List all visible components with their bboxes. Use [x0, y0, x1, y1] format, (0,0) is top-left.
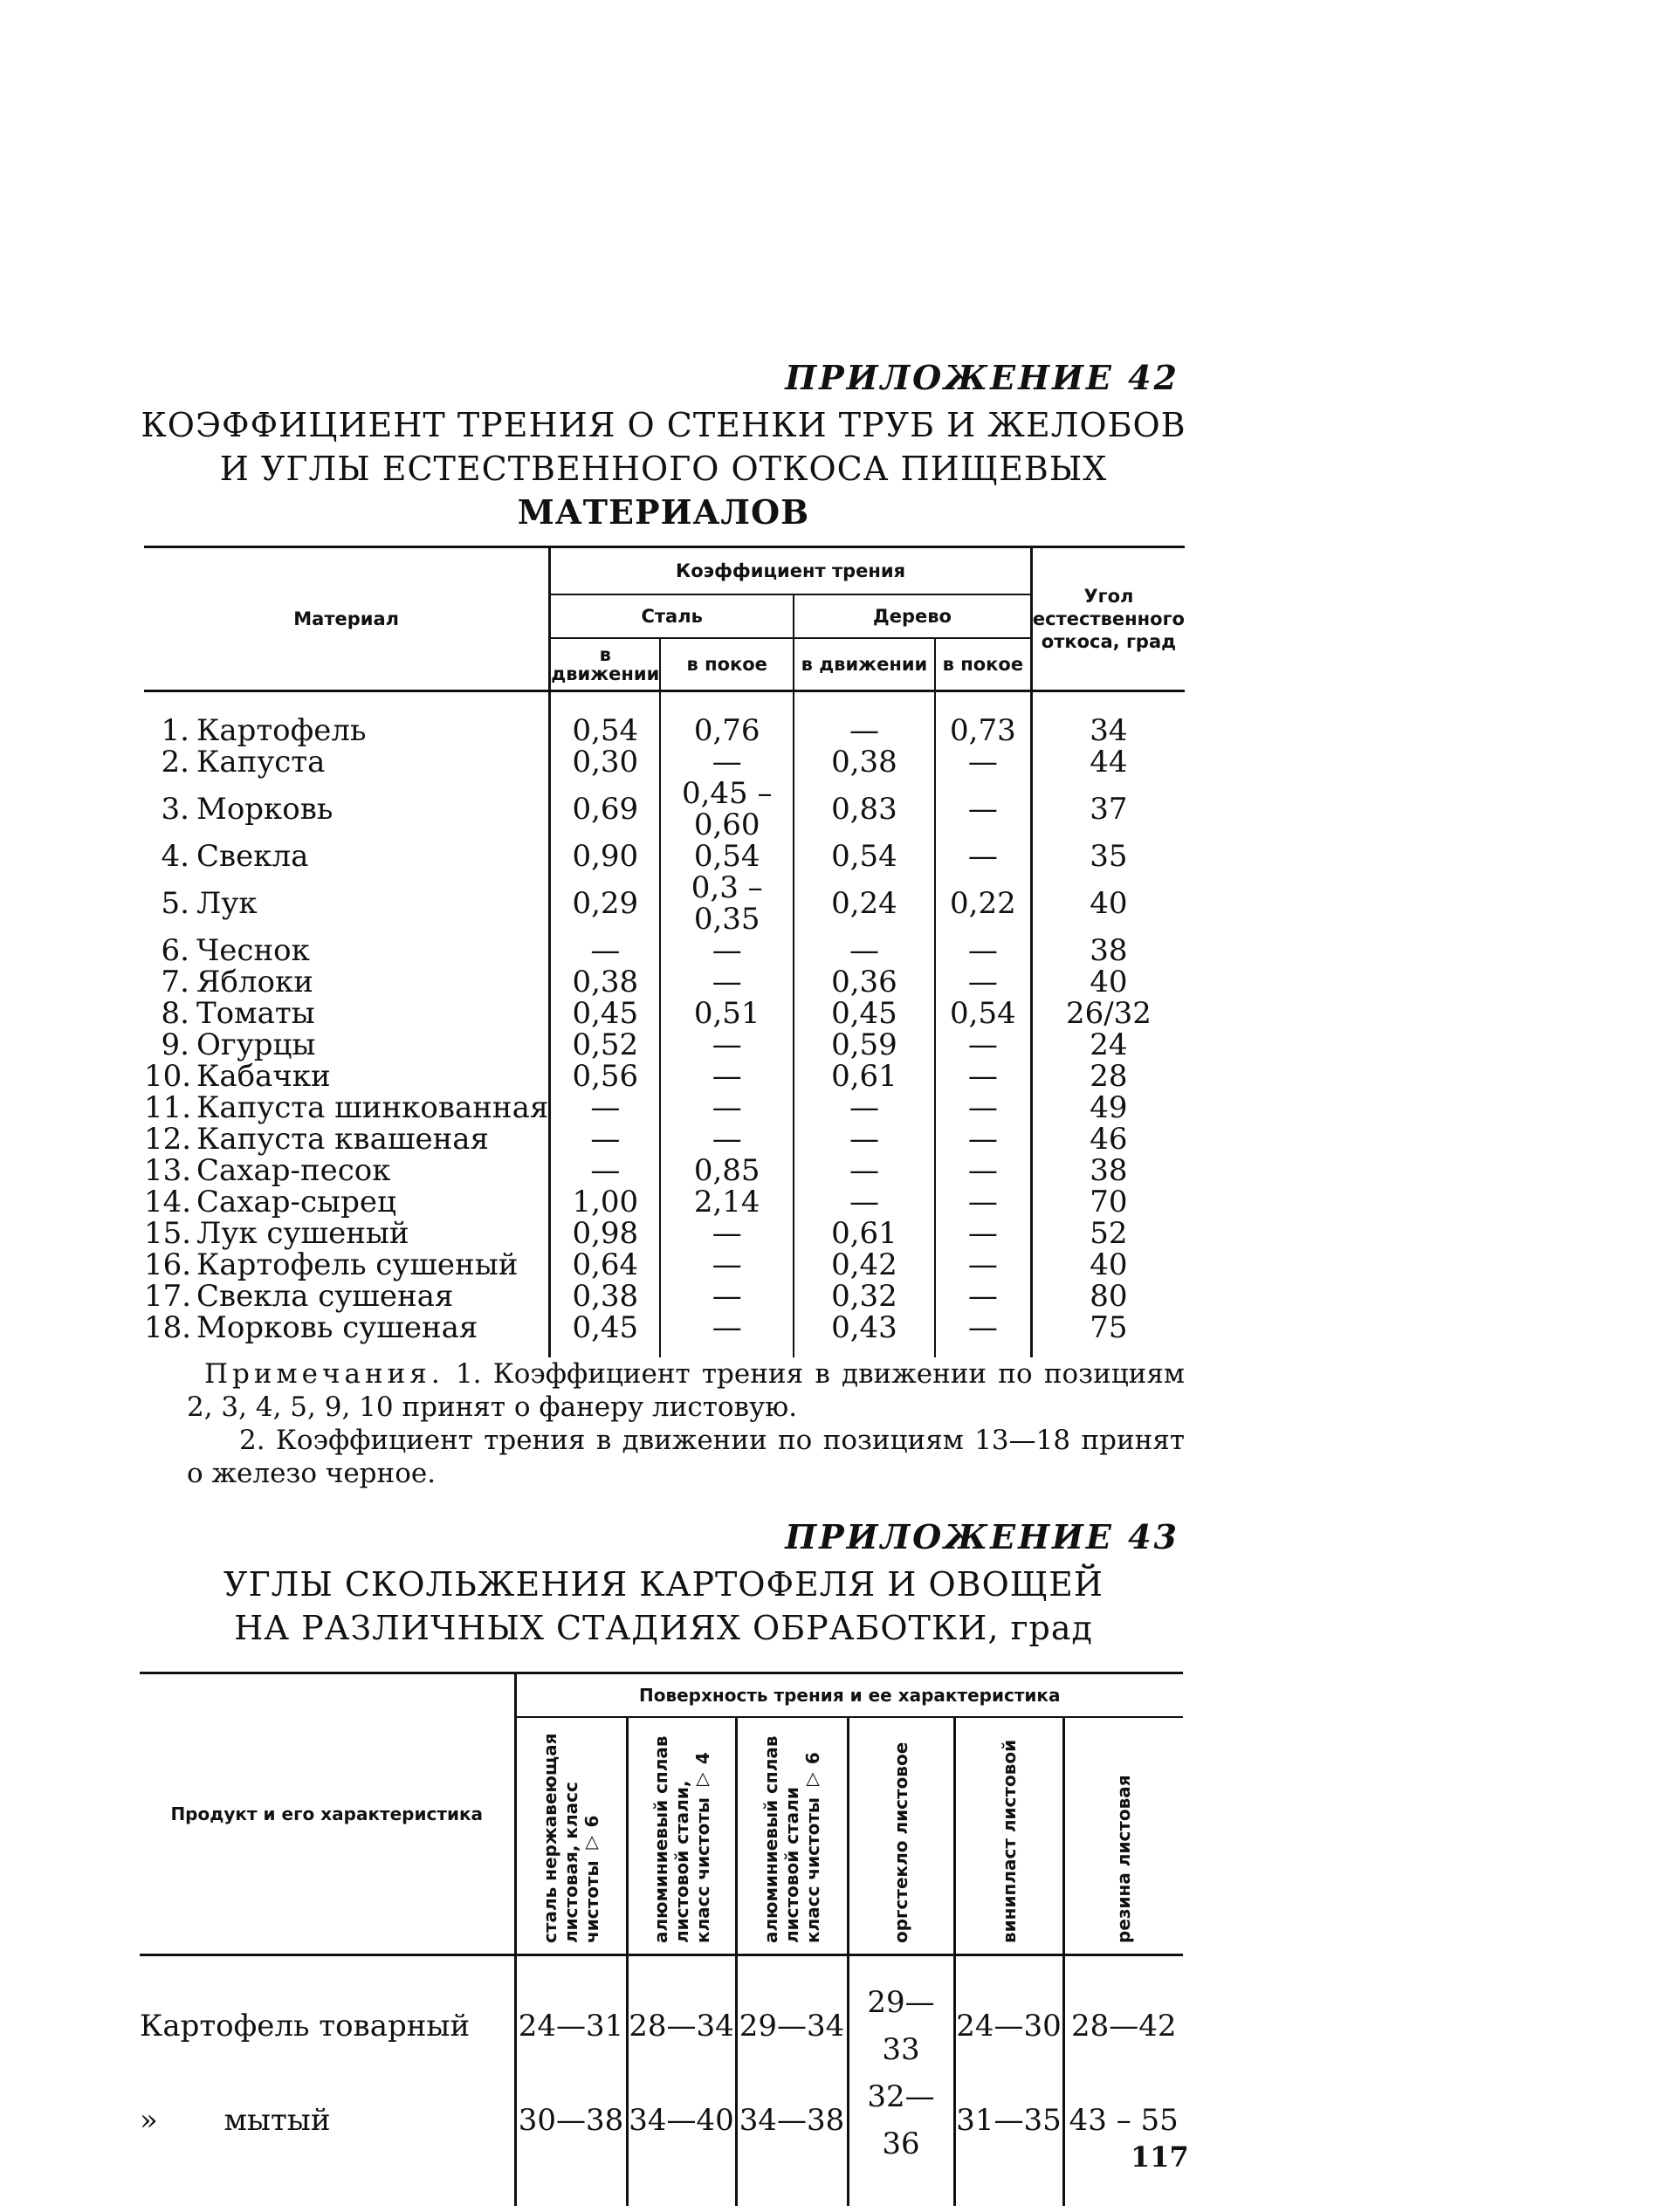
- material-name: [144, 1029, 550, 1061]
- cell-steel-moving: 1,00: [550, 1186, 661, 1218]
- cell-angle: 44: [1031, 746, 1185, 778]
- table-row: [140, 1955, 1183, 2074]
- friction-table: [144, 546, 1185, 1357]
- row-number: 6.: [161, 933, 189, 968]
- material-label: Томаты: [196, 996, 315, 1031]
- cell-angle: 40: [1031, 1249, 1185, 1281]
- cell-wood-rest: —: [935, 746, 1032, 778]
- angle-cell: 43 – 55: [1063, 2073, 1183, 2206]
- cell-steel-rest: —: [660, 935, 794, 966]
- surface-column-header: [515, 1717, 627, 1955]
- material-name: [144, 841, 550, 872]
- material-label: Кабачки: [196, 1059, 331, 1094]
- angle-cell: 24—30: [954, 1955, 1063, 2074]
- material-label: Чеснок: [196, 933, 310, 968]
- cell-wood-rest: —: [935, 966, 1032, 998]
- row-number: 1.: [161, 713, 189, 748]
- cell-wood-rest: —: [935, 1218, 1032, 1249]
- title-line: НА РАЗЛИЧНЫХ СТАДИЯХ ОБРАБОТКИ, град: [234, 1609, 1093, 1647]
- table-row: [144, 1186, 1185, 1218]
- cell-angle: 40: [1031, 966, 1185, 998]
- cell-steel-rest: 0,85: [660, 1155, 794, 1186]
- cell-wood-rest: —: [935, 1312, 1032, 1357]
- material-name: [144, 1281, 550, 1312]
- cell-wood-rest: —: [935, 841, 1032, 872]
- row-number: 5.: [161, 886, 189, 921]
- table-row: [144, 1029, 1185, 1061]
- note-1: 1. Коэффициент трения в движении по позициям 2, 3, 4, 5, 9, 10 принят о фанеру листовую.: [187, 1358, 1185, 1423]
- angle-cell: 34—40: [627, 2073, 736, 2206]
- cell-angle: 70: [1031, 1186, 1185, 1218]
- surface-column-label: резина листовая: [1113, 1774, 1135, 1943]
- cell-steel-moving: 0,45: [550, 998, 661, 1029]
- cell-steel-moving: 0,29: [550, 872, 661, 935]
- product-name: » мытый: [140, 2103, 331, 2138]
- table-row: [144, 691, 1185, 747]
- cell-wood-moving: 0,24: [794, 872, 935, 935]
- cell-steel-rest: 2,14: [660, 1186, 794, 1218]
- cell-angle: 26/32: [1031, 998, 1185, 1029]
- title-line: МАТЕРИАЛОВ: [517, 492, 810, 532]
- angle-cell: 29—33: [848, 1955, 954, 2074]
- table-row: [144, 1281, 1185, 1312]
- material-label: Лук: [196, 886, 258, 921]
- row-number: 7.: [161, 965, 189, 1000]
- row-number: 2.: [161, 745, 189, 780]
- title-line: И УГЛЫ ЕСТЕСТВЕННОГО ОТКОСА ПИЩЕВЫХ: [219, 450, 1108, 488]
- material-label: Яблоки: [196, 965, 313, 1000]
- material-name: [144, 935, 550, 966]
- table-row: [144, 1092, 1185, 1123]
- appendix-43-label: ПРИЛОЖЕНИЕ 43: [785, 1517, 1179, 1556]
- appendix-43-title: [140, 1563, 1187, 1650]
- surface-column-label: алюминиевый сплав листовой стали класс чистоты ▽ 6: [760, 1735, 823, 1943]
- title-line: КОЭФФИЦИЕНТ ТРЕНИЯ О СТЕНКИ ТРУБ И ЖЕЛОБОВ: [141, 406, 1186, 444]
- cell-steel-moving: —: [550, 1155, 661, 1186]
- header-wood-rest: в покое: [935, 638, 1032, 691]
- cell-steel-moving: —: [550, 1123, 661, 1155]
- appendix-42-title: [140, 403, 1187, 534]
- cell-wood-rest: —: [935, 935, 1032, 966]
- page-number: 117: [1131, 2140, 1189, 2174]
- cell-wood-moving: 0,36: [794, 966, 935, 998]
- row-number: 9.: [161, 1027, 189, 1062]
- header-material: Материал: [144, 547, 550, 691]
- material-name: [144, 691, 550, 747]
- table-row: [144, 1123, 1185, 1155]
- cell-wood-rest: —: [935, 1281, 1032, 1312]
- cell-steel-moving: 0,30: [550, 746, 661, 778]
- row-number: 11.: [144, 1090, 192, 1125]
- angle-cell: 28—42: [1063, 1955, 1183, 2074]
- cell-steel-rest: 0,3 – 0,35: [660, 872, 794, 935]
- material-label: Свекла: [196, 839, 309, 874]
- table-row: [144, 746, 1185, 778]
- material-label: Картофель сушеный: [196, 1247, 519, 1282]
- cell-steel-rest: —: [660, 746, 794, 778]
- table-row: [144, 1312, 1185, 1357]
- cell-steel-rest: 0,76: [660, 691, 794, 747]
- cell-wood-moving: 0,61: [794, 1061, 935, 1092]
- cell-wood-moving: —: [794, 1092, 935, 1123]
- cell-steel-moving: 0,38: [550, 1281, 661, 1312]
- cell-wood-moving: —: [794, 1123, 935, 1155]
- cell-steel-moving: 0,69: [550, 778, 661, 841]
- cell-steel-moving: 0,64: [550, 1249, 661, 1281]
- cell-steel-moving: 0,56: [550, 1061, 661, 1092]
- cell-steel-moving: —: [550, 935, 661, 966]
- cell-wood-rest: —: [935, 1123, 1032, 1155]
- cell-steel-moving: 0,38: [550, 966, 661, 998]
- cell-wood-rest: —: [935, 1155, 1032, 1186]
- header-steel: Сталь: [550, 594, 794, 638]
- material-name: [144, 872, 550, 935]
- cell-wood-moving: —: [794, 691, 935, 747]
- angle-cell: 28—34: [627, 1955, 736, 2074]
- cell-angle: 46: [1031, 1123, 1185, 1155]
- cell-steel-rest: —: [660, 1092, 794, 1123]
- appendix-42-label: ПРИЛОЖЕНИЕ 42: [785, 358, 1179, 397]
- material-label: Капуста шинкованная: [196, 1090, 549, 1125]
- material-label: Сахар-сырец: [196, 1185, 396, 1219]
- surface-column-header: [954, 1717, 1063, 1955]
- table-row: [144, 778, 1185, 841]
- row-number: 14.: [144, 1185, 192, 1219]
- material-name: [144, 1155, 550, 1186]
- cell-wood-moving: 0,54: [794, 841, 935, 872]
- table-row: [144, 966, 1185, 998]
- cell-angle: 49: [1031, 1092, 1185, 1123]
- material-label: Лук сушеный: [196, 1216, 409, 1251]
- header-product: Продукт и его характеристика: [140, 1673, 515, 1955]
- header-steel-rest: в покое: [660, 638, 794, 691]
- cell-steel-moving: 0,90: [550, 841, 661, 872]
- cell-steel-rest: —: [660, 1123, 794, 1155]
- cell-wood-moving: 0,45: [794, 998, 935, 1029]
- cell-wood-rest: —: [935, 1092, 1032, 1123]
- surface-column-label: оргстекло листовое: [890, 1741, 911, 1943]
- cell-angle: 38: [1031, 1155, 1185, 1186]
- surface-column-header: [736, 1717, 848, 1955]
- cell-angle: 35: [1031, 841, 1185, 872]
- material-name: [144, 1186, 550, 1218]
- material-label: Капуста квашеная: [196, 1122, 489, 1157]
- cell-angle: 52: [1031, 1218, 1185, 1249]
- row-number: 3.: [161, 792, 189, 827]
- cell-steel-moving: 0,98: [550, 1218, 661, 1249]
- cell-angle: 40: [1031, 872, 1185, 935]
- cell-steel-rest: —: [660, 1281, 794, 1312]
- cell-wood-rest: —: [935, 1186, 1032, 1218]
- sliding-angle-table: [140, 1672, 1183, 2206]
- cell-wood-moving: —: [794, 935, 935, 966]
- table-row: [144, 872, 1185, 935]
- material-name: [144, 1092, 550, 1123]
- material-name: [144, 1249, 550, 1281]
- row-number: 4.: [161, 839, 189, 874]
- cell-wood-moving: 0,32: [794, 1281, 935, 1312]
- cell-angle: 37: [1031, 778, 1185, 841]
- cell-wood-moving: 0,38: [794, 746, 935, 778]
- row-number: 15.: [144, 1216, 192, 1251]
- table-row: [140, 2073, 1183, 2206]
- header-angle: Угол естественного откоса, град: [1031, 547, 1185, 691]
- angle-cell: 29—34: [736, 1955, 848, 2074]
- cell-angle: 28: [1031, 1061, 1185, 1092]
- table-row: [144, 998, 1185, 1029]
- cell-wood-rest: —: [935, 1061, 1032, 1092]
- material-label: Огурцы: [196, 1027, 316, 1062]
- table-row: [144, 1218, 1185, 1249]
- cell-wood-rest: 0,22: [935, 872, 1032, 935]
- cell-steel-rest: —: [660, 1218, 794, 1249]
- material-label: Морковь: [196, 792, 333, 827]
- cell-angle: 80: [1031, 1281, 1185, 1312]
- angle-cell: 32—36: [848, 2073, 954, 2206]
- row-number: 17.: [144, 1279, 192, 1314]
- angle-cell: 34—38: [736, 2073, 848, 2206]
- material-name: [144, 1061, 550, 1092]
- cell-angle: 34: [1031, 691, 1185, 747]
- material-label: Капуста: [196, 745, 326, 780]
- title-line: УГЛЫ СКОЛЬЖЕНИЯ КАРТОФЕЛЯ И ОВОЩЕЙ: [223, 1565, 1104, 1604]
- surface-column-header: [627, 1717, 736, 1955]
- cell-wood-moving: —: [794, 1186, 935, 1218]
- cell-wood-rest: —: [935, 1249, 1032, 1281]
- cell-wood-moving: 0,59: [794, 1029, 935, 1061]
- angle-cell: 31—35: [954, 2073, 1063, 2206]
- header-surface: Поверхность трения и ее характеристика: [515, 1673, 1183, 1718]
- cell-angle: 24: [1031, 1029, 1185, 1061]
- material-name: [144, 998, 550, 1029]
- surface-column-label: алюминиевый сплав листовой стали, класс чистоты ▽ 4: [650, 1735, 713, 1943]
- note-2: 2. Коэффициент трения в движении по позициям 13—18 принят о железо черное.: [187, 1425, 1185, 1489]
- row-number: 12.: [144, 1122, 192, 1157]
- product-name: Картофель товарный: [140, 2009, 471, 2044]
- cell-steel-rest: —: [660, 1061, 794, 1092]
- surface-column-header: [1063, 1717, 1183, 1955]
- material-name: [144, 966, 550, 998]
- angle-cell: 30—38: [515, 2073, 627, 2206]
- cell-wood-moving: 0,83: [794, 778, 935, 841]
- cell-angle: 75: [1031, 1312, 1185, 1357]
- cell-wood-rest: —: [935, 1029, 1032, 1061]
- table-row: [144, 1061, 1185, 1092]
- surface-column-label: сталь нержавеющая листовая, класс чистоты ▽ 6: [540, 1733, 602, 1943]
- cell-steel-moving: —: [550, 1092, 661, 1123]
- header-wood-moving: в движении: [794, 638, 935, 691]
- surface-column-header: [848, 1717, 954, 1955]
- cell-wood-moving: 0,61: [794, 1218, 935, 1249]
- row-number: 16.: [144, 1247, 192, 1282]
- cell-wood-rest: 0,54: [935, 998, 1032, 1029]
- row-number: 8.: [161, 996, 189, 1031]
- material-name: [144, 746, 550, 778]
- material-name: [144, 778, 550, 841]
- material-label: Сахар-песок: [196, 1153, 391, 1188]
- cell-steel-moving: 0,52: [550, 1029, 661, 1061]
- cell-steel-rest: —: [660, 1249, 794, 1281]
- row-number: 10.: [144, 1059, 192, 1094]
- material-label: Картофель: [196, 713, 367, 748]
- cell-steel-rest: 0,51: [660, 998, 794, 1029]
- header-wood: Дерево: [794, 594, 1031, 638]
- table-row: [144, 1249, 1185, 1281]
- header-steel-moving: в движении: [550, 638, 661, 691]
- cell-steel-moving: 0,54: [550, 691, 661, 747]
- material-name: [144, 1218, 550, 1249]
- row-number: 13.: [144, 1153, 192, 1188]
- cell-steel-rest: —: [660, 1312, 794, 1357]
- table-row: [144, 935, 1185, 966]
- table-row: [144, 841, 1185, 872]
- cell-steel-rest: —: [660, 966, 794, 998]
- table-row: [144, 1155, 1185, 1186]
- angle-cell: 24—31: [515, 1955, 627, 2074]
- cell-wood-rest: 0,73: [935, 691, 1032, 747]
- cell-wood-moving: 0,42: [794, 1249, 935, 1281]
- cell-wood-moving: —: [794, 1155, 935, 1186]
- cell-steel-rest: 0,54: [660, 841, 794, 872]
- cell-steel-rest: —: [660, 1029, 794, 1061]
- surface-column-label: винипласт листовой: [998, 1739, 1020, 1943]
- material-name: [144, 1123, 550, 1155]
- cell-steel-rest: 0,45 – 0,60: [660, 778, 794, 841]
- notes-label: Примечания.: [204, 1358, 444, 1390]
- material-label: Морковь сушеная: [196, 1310, 478, 1345]
- material-label: Свекла сушеная: [196, 1279, 454, 1314]
- cell-angle: 38: [1031, 935, 1185, 966]
- cell-wood-moving: 0,43: [794, 1312, 935, 1357]
- row-number: 18.: [144, 1310, 192, 1345]
- header-friction: Коэффициент трения: [550, 547, 1032, 595]
- material-name: [144, 1312, 550, 1357]
- cell-wood-rest: —: [935, 778, 1032, 841]
- notes: [187, 1357, 1185, 1490]
- cell-steel-moving: 0,45: [550, 1312, 661, 1357]
